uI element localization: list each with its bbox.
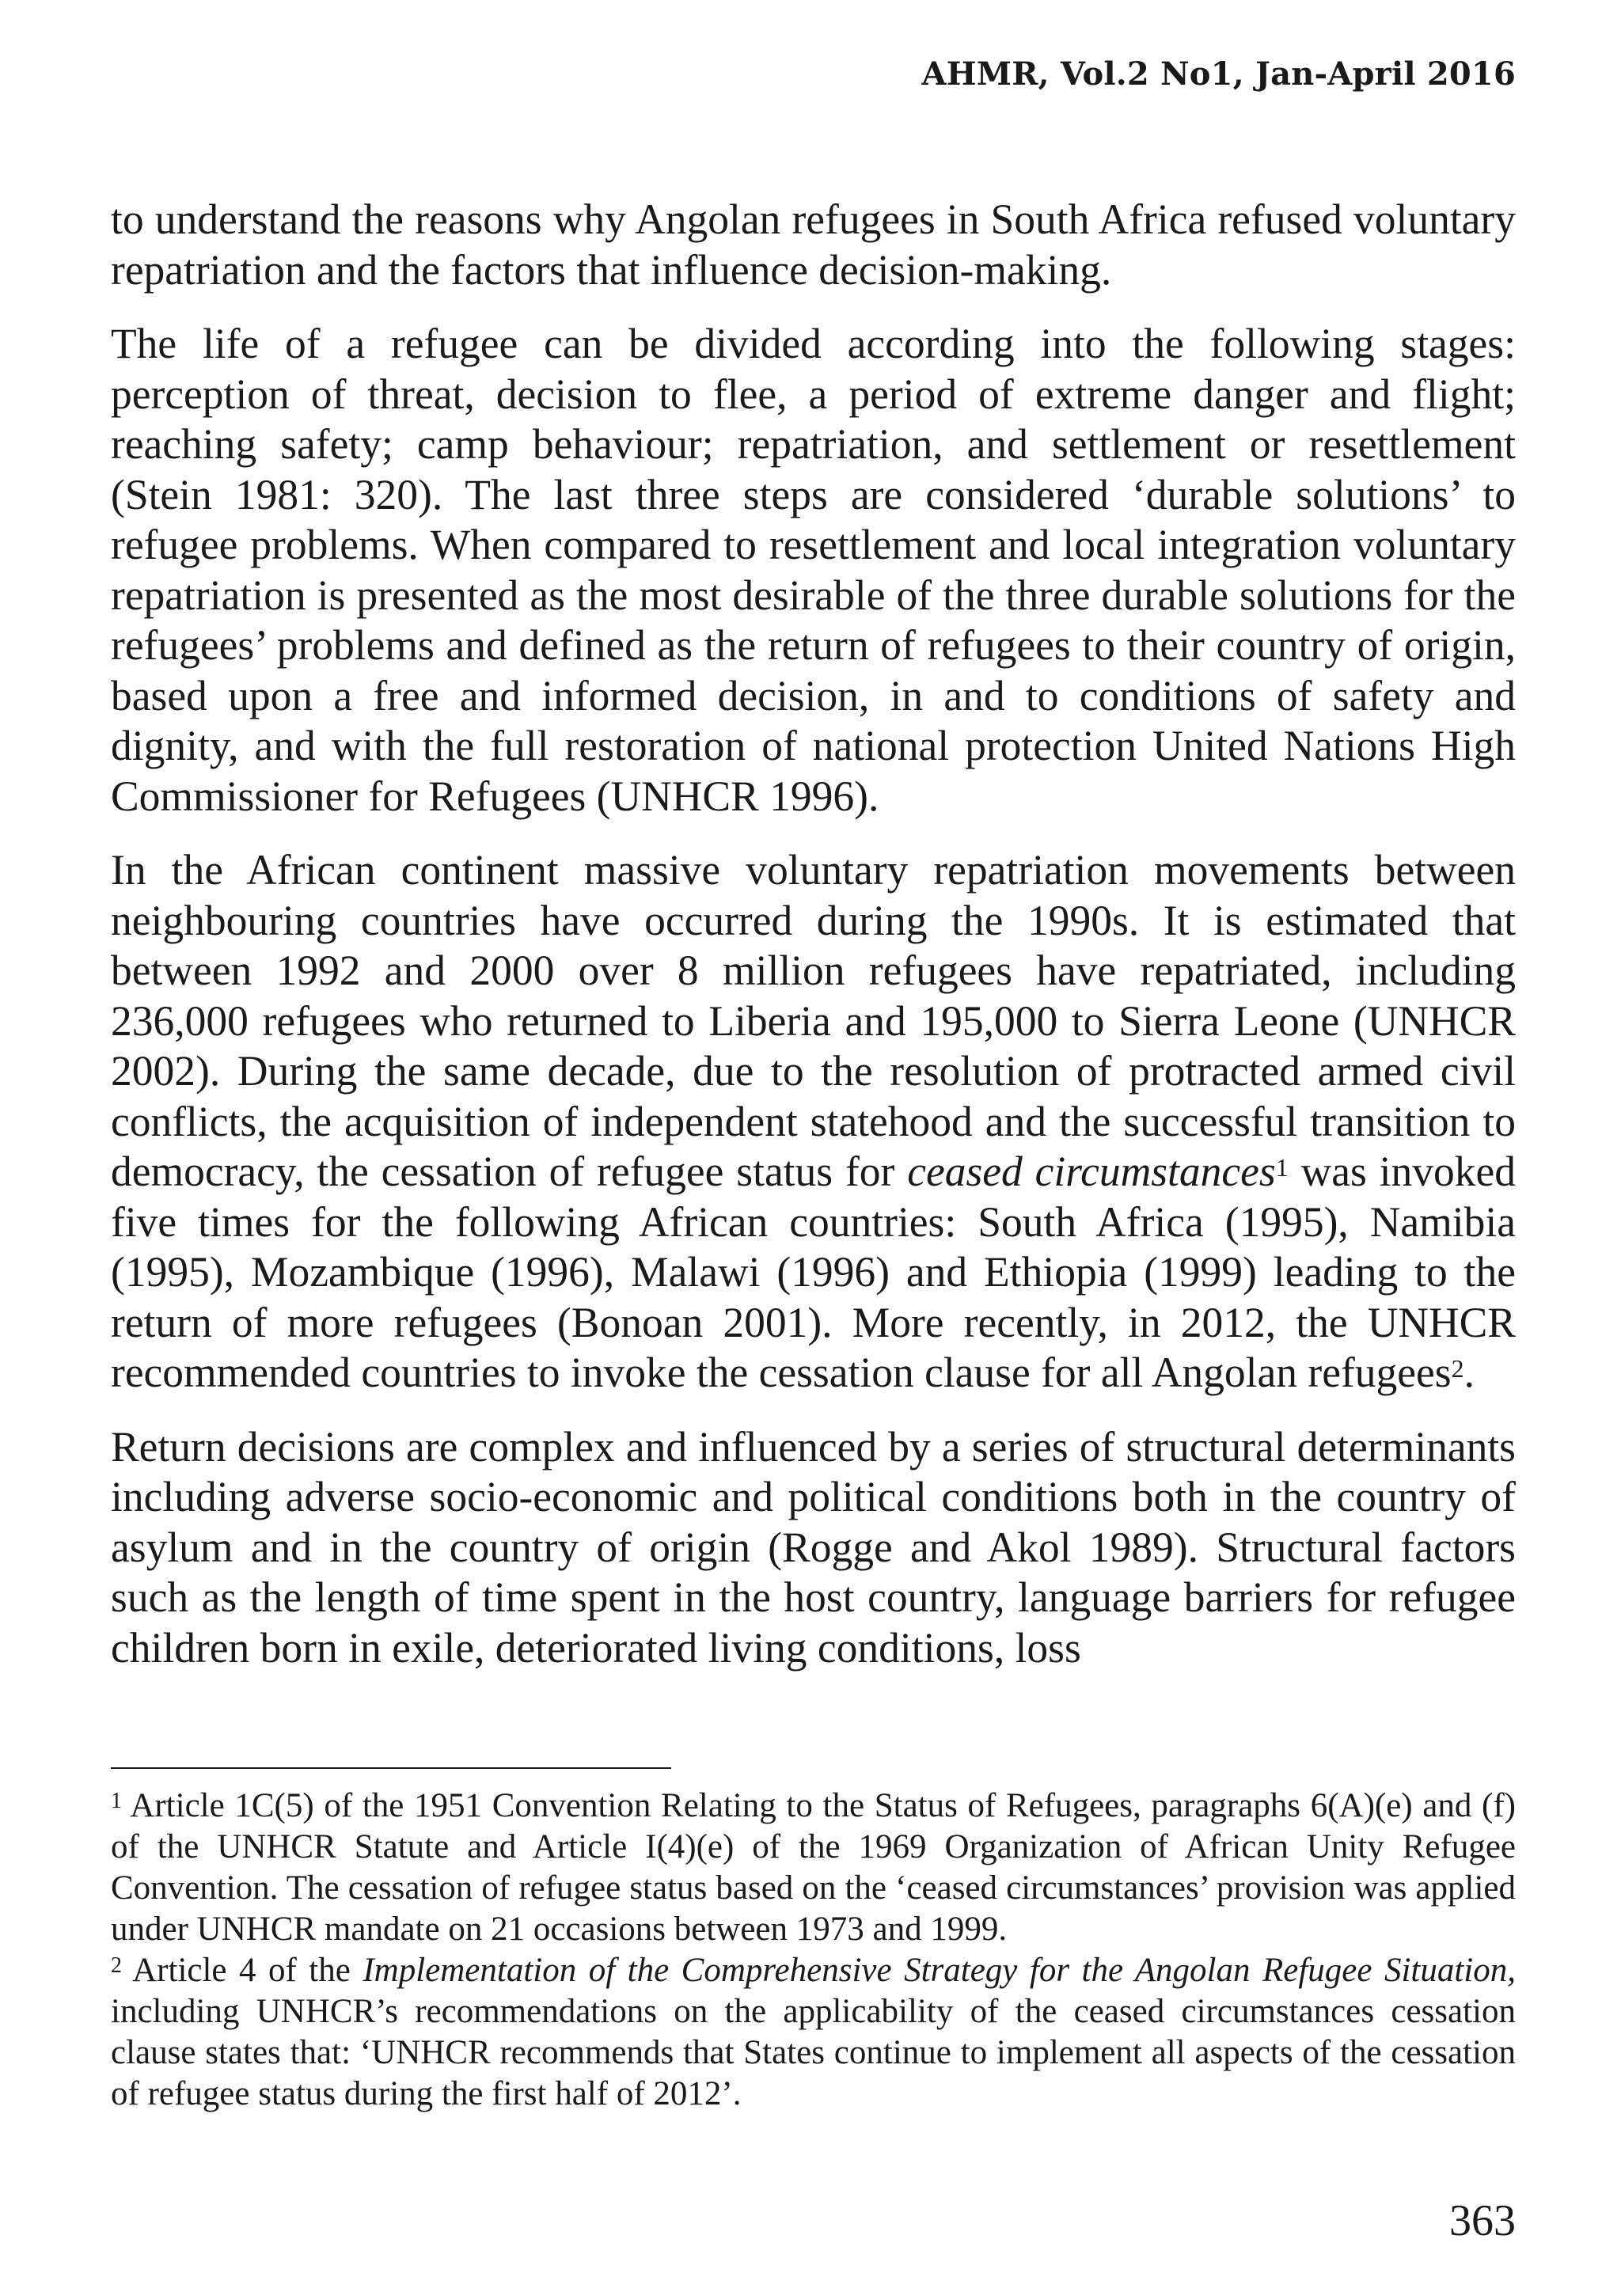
footnote-2-marker: 2 xyxy=(111,1953,122,1978)
footnote-1 xyxy=(111,1786,1516,1950)
footnote-2-pre: Article 4 of the xyxy=(122,1952,363,1989)
footnote-2-post: including UNHCR’s recommendations on the applicability of the ceased circumstances cessation clause states that: ‘UNHCR recommends that States continue to implement all aspects of the cessation of refugee status during the first half of 2012’. xyxy=(111,1993,1516,2112)
paragraph-3-part-a: In the African continent massive voluntary repatriation movements between neighbouring countries have occurred during the 1990s. It is estimated that between 1992 and 2000 over 8 million refugees have repatriated, including 236,000 refugees who returned to Liberia and 195,000 to Sierra Leone (UNHCR 2002). During the same decade, due to the resolution of protracted armed civil conflicts, the acquisition of independent statehood and the successful transition to democracy, the cessation of refugee status for xyxy=(111,846,1516,1195)
footnote-2-title: Implementation of the Comprehensive Strategy for the Angolan Refugee Situation, xyxy=(363,1952,1516,1989)
footnote-ref-1[interactable]: 1 xyxy=(1275,1153,1289,1182)
paragraph-3-part-b: was invoked five times for the following African countries: South Africa (1995), Namibia (1995), Mozambique (1996), Malawi (1996) and Ethiopia (1999) leading to the return of more refugees (Bonoan 2001). More recently, in 2012, the UNHCR recommended countries to invoke the cessation clause for all Angolan refugees xyxy=(111,1148,1516,1396)
paragraph-4: Return decisions are complex and influenced by a series of structural determinants including adverse socio-economic and political conditions both in the country of asylum and in the country of origin (Rogge and Akol 1989). Structural factors such as the length of time spent in the host country, language barriers for refugee children born in exile, deteriorated living conditions, loss xyxy=(111,1422,1516,1672)
footnote-ref-2[interactable]: 2 xyxy=(1451,1354,1464,1383)
footnote-2 xyxy=(111,1950,1516,2115)
paragraph-1: to understand the reasons why Angolan refugees in South Africa refused voluntary repatriation and the factors that influence decision-making. xyxy=(111,195,1516,294)
footnote-1-text: Article 1C(5) of the 1951 Convention Relating to the Status of Refugees, paragraphs 6(A)(e) and (f) of the UNHCR Statute and Article I(4)(e) of the 1969 Organization of African Unity Refugee Convention. The cessation of refugee status based on the ‘ceased circumstances’ provision was applied under UNHCR mandate on 21 occasions between 1973 and 1999. xyxy=(111,1787,1516,1948)
footnote-1-marker: 1 xyxy=(111,1789,122,1813)
paragraph-2: The life of a refugee can be divided according into the following stages: perception of threat, decision to flee, a period of extreme danger and flight; reaching safety; camp behaviour; repatriation, and settlement or resettlement (Stein 1981: 320). The last three steps are considered ‘durable solutions’ to refugee problems. When compared to resettlement and local integration voluntary repatriation is presented as the most desirable of the three durable solutions for the refugees’ problems and defined as the return of refugees to their country of origin, based upon a free and informed decision, in and to conditions of safety and dignity, and with the full restoration of national protection United Nations High Commissioner for Refugees (UNHCR 1996). xyxy=(111,320,1516,820)
footnote-divider xyxy=(111,1767,671,1769)
page-number: 363 xyxy=(1449,2196,1516,2245)
running-header: AHMR, Vol.2 No1, Jan-April 2016 xyxy=(921,55,1516,93)
ceased-circumstances-term: ceased circumstances xyxy=(907,1148,1276,1195)
body-text xyxy=(111,195,1516,1673)
paragraph-3-part-c: . xyxy=(1463,1349,1475,1396)
paragraph-3 xyxy=(111,845,1516,1398)
footnotes xyxy=(111,1786,1516,2115)
